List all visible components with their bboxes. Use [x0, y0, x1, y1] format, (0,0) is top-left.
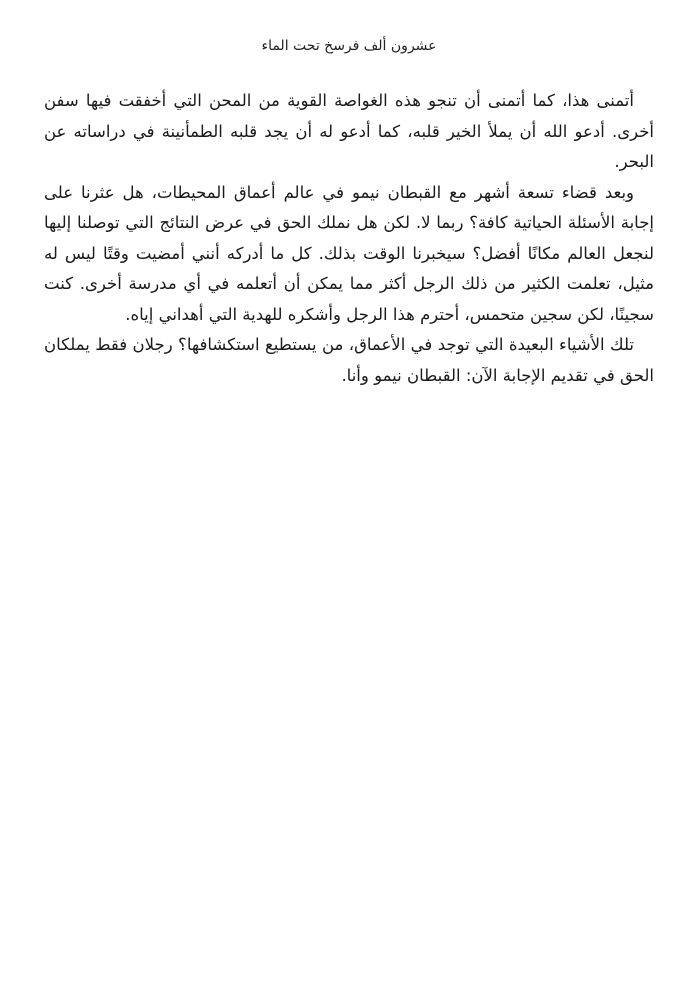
running-header: عشرون ألف فرسخ تحت الماء: [261, 38, 437, 54]
paragraph-3: تلك الأشياء البعيدة التي توجد في الأعماق، من يستطيع استكشافها؟ رجلان فقط يملكان الحق في تقديم الإجابة الآن: القبطان نيمو وأنا.: [44, 335, 654, 385]
paragraph-2: وبعد قضاء تسعة أشهر مع القبطان نيمو في عالم أعماق المحيطات، هل عثرنا على إجابة الأسئلة الحياتية كافة؟ ربما لا. لكن هل نملك الحق في عرض النتائج التي توصلنا إليها لنجعل العالم مكانًا أفضل؟ سيخبرنا الوقت بذلك. كل ما أدركه أنني أمضيت وقتًا ليس له مثيل، تعلمت الكثير من ذلك الرجل أكثر مما يمكن أن أتعلمه في أي مدرسة أخرى. كنت سجينًا، لكن سجين متحمس، أحترم هذا الرجل وأشكره للهدية التي أهداني إياه.: [44, 182, 654, 324]
paragraph-1: أتمنى هذا، كما أتمنى أن تنجو هذه الغواصة القوية من المحن التي أخفقت فيها سفن أخرى. أدعو الله أن يملأ الخير قلبه، كما أدعو له أن يجد قلبه الطمأنينة في دراساته عن البحر.: [44, 91, 654, 171]
body-text: [44, 86, 654, 391]
